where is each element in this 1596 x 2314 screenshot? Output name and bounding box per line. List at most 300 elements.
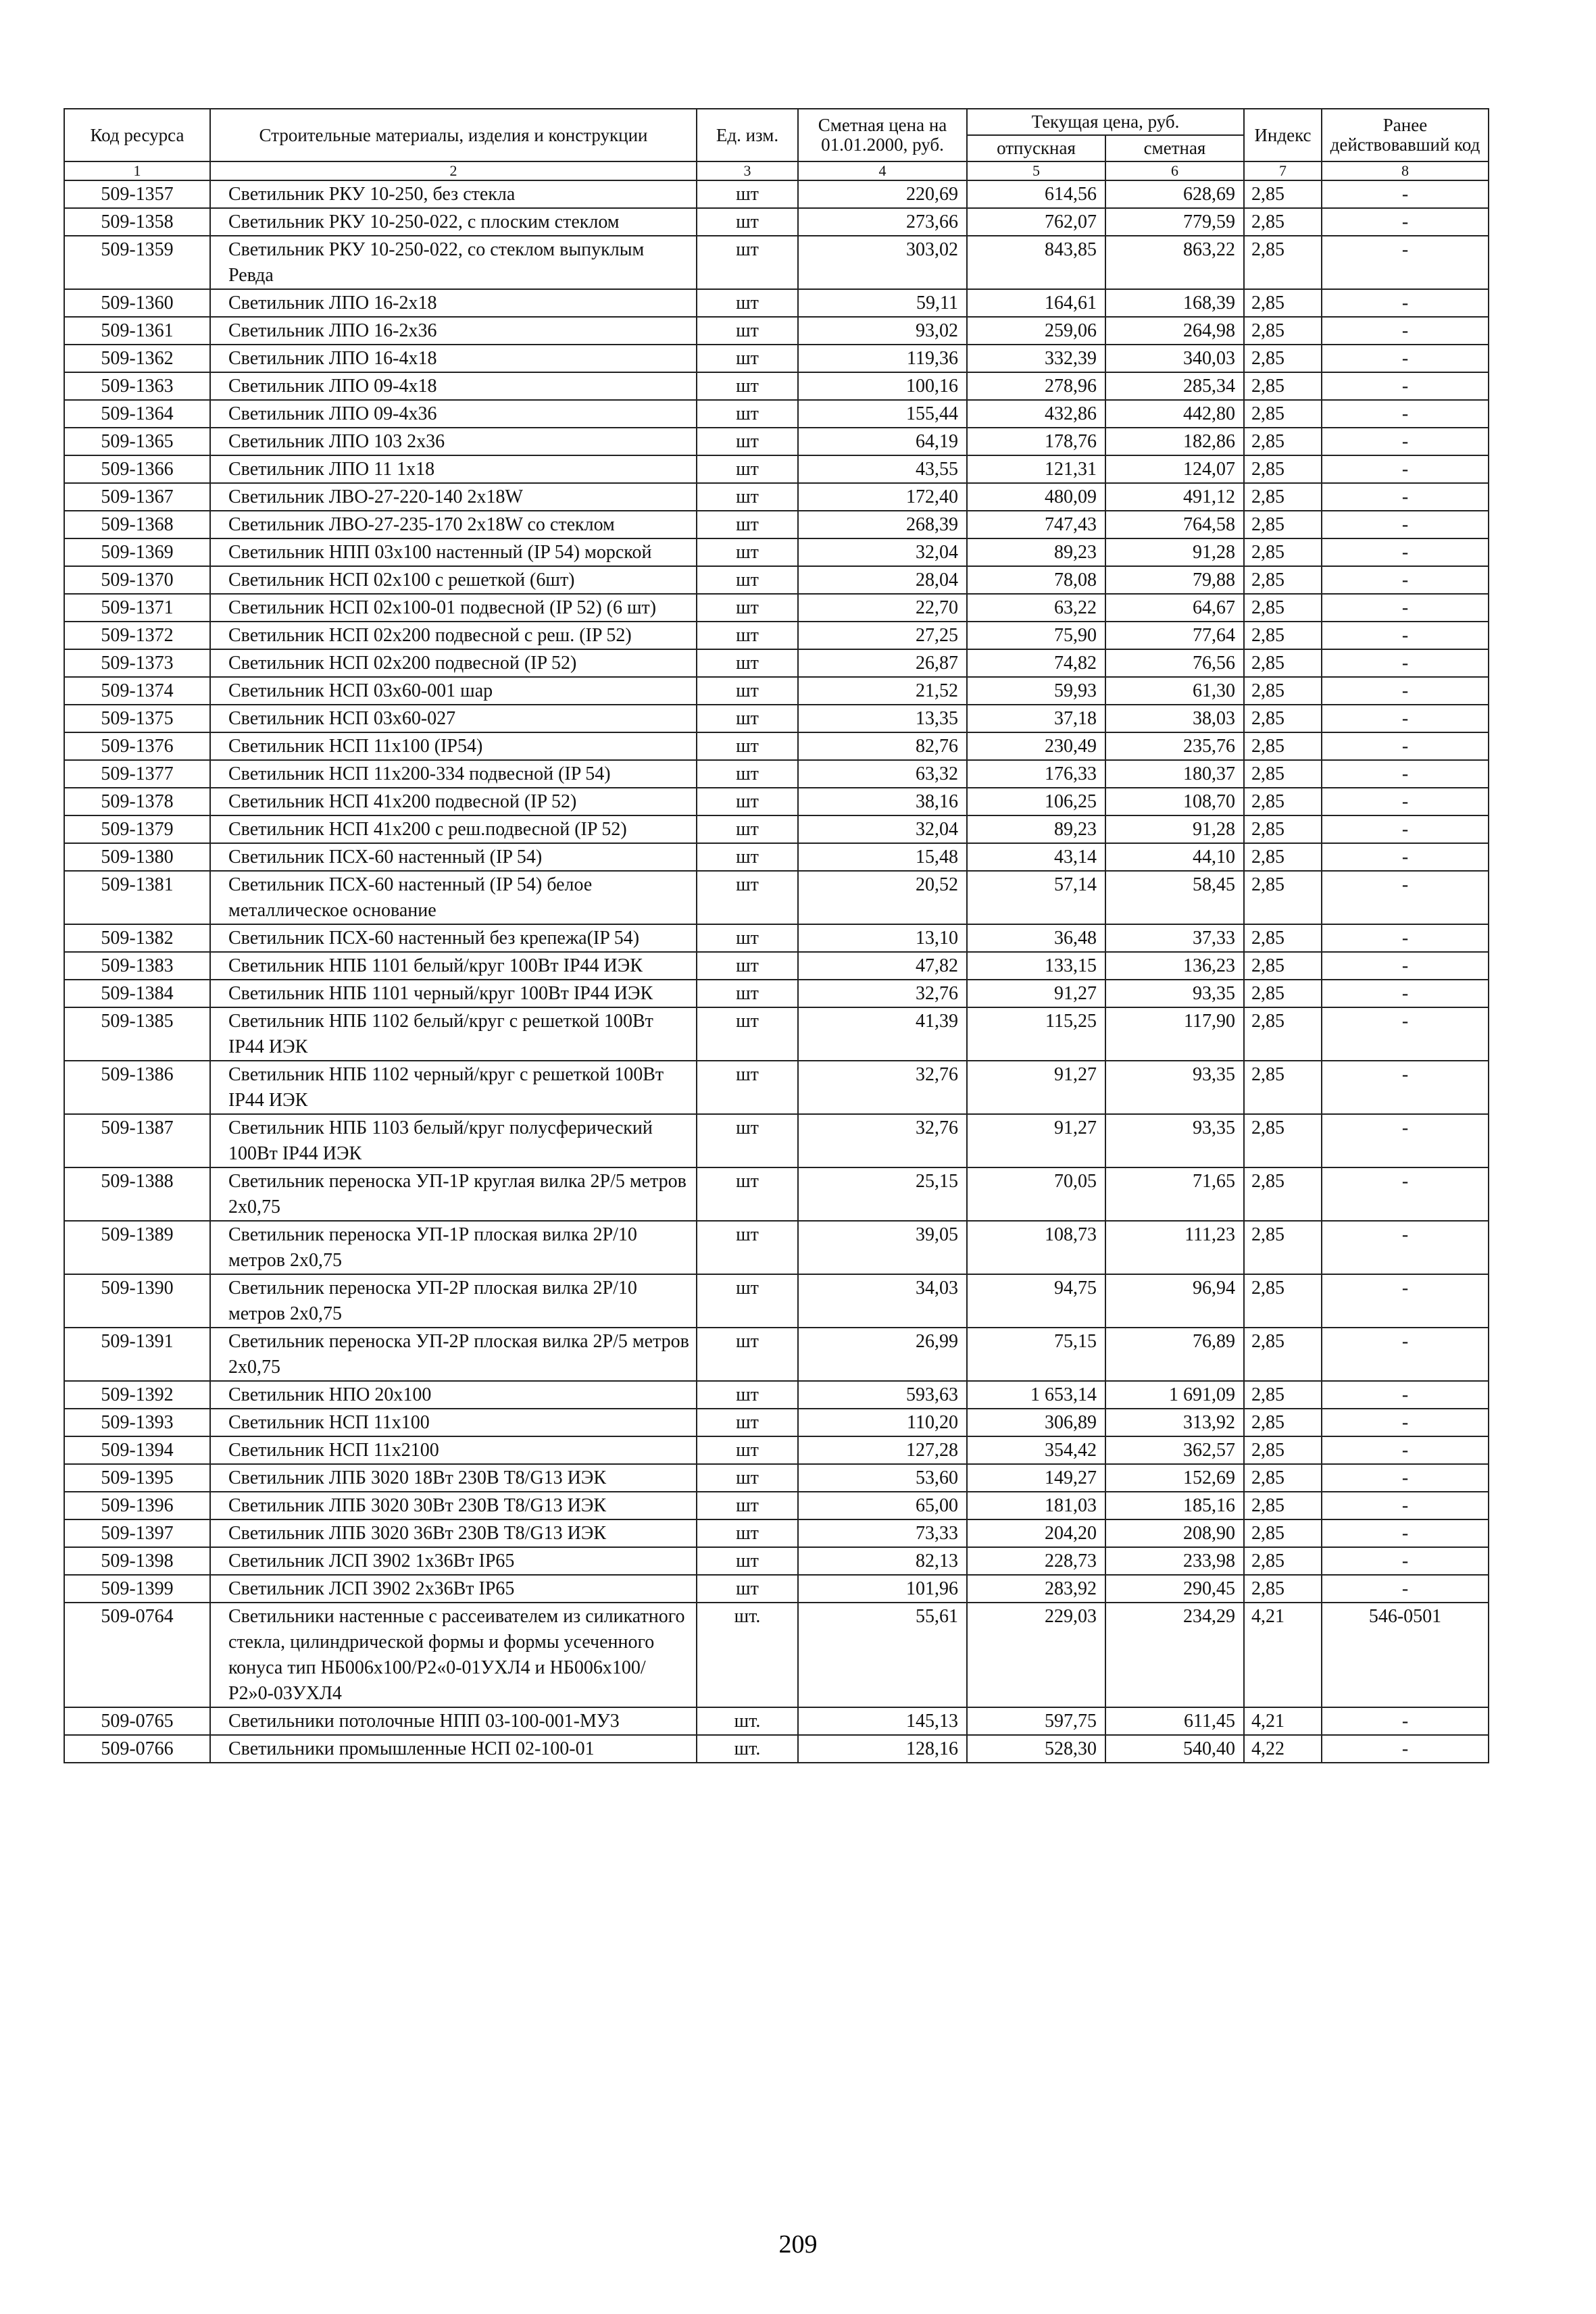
previous-code: - [1322, 815, 1489, 843]
index-value: 2,85 [1244, 1409, 1322, 1436]
previous-code: - [1322, 732, 1489, 760]
previous-code: - [1322, 1114, 1489, 1167]
previous-code: - [1322, 705, 1489, 732]
base-price: 100,16 [798, 372, 967, 400]
release-price: 37,18 [967, 705, 1105, 732]
base-price: 172,40 [798, 483, 967, 511]
estimate-price: 264,98 [1105, 317, 1244, 345]
release-price: 597,75 [967, 1707, 1105, 1735]
resource-code: 509-1381 [64, 871, 210, 924]
estimate-price: 180,37 [1105, 760, 1244, 788]
index-value: 2,85 [1244, 871, 1322, 924]
index-value: 2,85 [1244, 677, 1322, 705]
unit: шт [697, 180, 798, 208]
previous-code: - [1322, 1007, 1489, 1061]
release-price: 176,33 [967, 760, 1105, 788]
base-price: 273,66 [798, 208, 967, 236]
estimate-price: 58,45 [1105, 871, 1244, 924]
unit: шт [697, 1409, 798, 1436]
resource-code: 509-1362 [64, 345, 210, 372]
release-price: 259,06 [967, 317, 1105, 345]
unit: шт [697, 1464, 798, 1492]
table-row [64, 815, 1489, 843]
table-row [64, 1547, 1489, 1575]
previous-code: - [1322, 1735, 1489, 1763]
material-name: Светильник НПБ 1103 белый/круг полусферический 100Вт IP44 ИЭК [210, 1114, 697, 1167]
base-price: 28,04 [798, 566, 967, 594]
table-row [64, 677, 1489, 705]
base-price: 127,28 [798, 1436, 967, 1464]
material-name: Светильник ЛВО-27-235-170 2x18W со стеклом [210, 511, 697, 538]
resource-code: 509-1366 [64, 455, 210, 483]
table-row [64, 538, 1489, 566]
resource-code: 509-1365 [64, 428, 210, 455]
resource-code: 509-1372 [64, 622, 210, 649]
base-price: 155,44 [798, 400, 967, 428]
release-price: 332,39 [967, 345, 1105, 372]
table-row [64, 1114, 1489, 1167]
material-name: Светильник ЛПО 16-2x18 [210, 289, 697, 317]
release-price: 164,61 [967, 289, 1105, 317]
resource-code: 509-1367 [64, 483, 210, 511]
price-table [64, 108, 1489, 1763]
estimate-price: 491,12 [1105, 483, 1244, 511]
resource-code: 509-1399 [64, 1575, 210, 1603]
header-base-price: Сметная цена на 01.01.2000, руб. [798, 109, 967, 161]
table-row [64, 649, 1489, 677]
unit: шт [697, 289, 798, 317]
base-price: 82,13 [798, 1547, 967, 1575]
unit: шт [697, 1007, 798, 1061]
resource-code: 509-1379 [64, 815, 210, 843]
resource-code: 509-1378 [64, 788, 210, 815]
index-value: 2,85 [1244, 1519, 1322, 1547]
unit: шт [697, 455, 798, 483]
base-price: 119,36 [798, 345, 967, 372]
base-price: 43,55 [798, 455, 967, 483]
release-price: 106,25 [967, 788, 1105, 815]
header-code: Код ресурса [64, 109, 210, 161]
estimate-price: 61,30 [1105, 677, 1244, 705]
table-row [64, 483, 1489, 511]
resource-code: 509-0765 [64, 1707, 210, 1735]
unit: шт [697, 1492, 798, 1519]
estimate-price: 1 691,09 [1105, 1381, 1244, 1409]
estimate-price: 76,89 [1105, 1328, 1244, 1381]
index-value: 2,85 [1244, 1221, 1322, 1274]
base-price: 20,52 [798, 871, 967, 924]
material-name: Светильник ПСХ-60 настенный без крепежа(IP 54) [210, 924, 697, 952]
resource-code: 509-1360 [64, 289, 210, 317]
table-header [64, 109, 1489, 180]
base-price: 41,39 [798, 1007, 967, 1061]
previous-code: - [1322, 1519, 1489, 1547]
previous-code: - [1322, 1436, 1489, 1464]
table-row [64, 1221, 1489, 1274]
estimate-price: 108,70 [1105, 788, 1244, 815]
unit: шт [697, 538, 798, 566]
table-row [64, 1575, 1489, 1603]
material-name: Светильник переноска УП-2Р плоская вилка 2Р/5 метров 2x0,75 [210, 1328, 697, 1381]
base-price: 15,48 [798, 843, 967, 871]
resource-code: 509-0766 [64, 1735, 210, 1763]
table-row [64, 1274, 1489, 1328]
release-price: 91,27 [967, 980, 1105, 1007]
release-price: 36,48 [967, 924, 1105, 952]
resource-code: 509-1369 [64, 538, 210, 566]
material-name: Светильник НСП 02x200 подвесной с реш. (IP 52) [210, 622, 697, 649]
material-name: Светильник НСП 02x100-01 подвесной (IP 52) (6 шт) [210, 594, 697, 622]
material-name: Светильник НСП 02x200 подвесной (IP 52) [210, 649, 697, 677]
release-price: 43,14 [967, 843, 1105, 871]
base-price: 21,52 [798, 677, 967, 705]
previous-code: - [1322, 788, 1489, 815]
resource-code: 509-1357 [64, 180, 210, 208]
previous-code: - [1322, 760, 1489, 788]
table-row [64, 1436, 1489, 1464]
estimate-price: 91,28 [1105, 538, 1244, 566]
previous-code: - [1322, 511, 1489, 538]
unit: шт [697, 236, 798, 289]
table-row [64, 511, 1489, 538]
index-value: 2,85 [1244, 1114, 1322, 1167]
material-name: Светильник НПП 03x100 настенный (IP 54) морской [210, 538, 697, 566]
release-price: 181,03 [967, 1492, 1105, 1519]
material-name: Светильник НСП 02x100 с решеткой (6шт) [210, 566, 697, 594]
unit: шт [697, 1381, 798, 1409]
index-value: 2,85 [1244, 1328, 1322, 1381]
index-value: 2,85 [1244, 980, 1322, 1007]
table-row [64, 924, 1489, 952]
table-row [64, 455, 1489, 483]
material-name: Светильник НСП 41x200 с реш.подвесной (IP 52) [210, 815, 697, 843]
previous-code: - [1322, 538, 1489, 566]
table-row [64, 1707, 1489, 1735]
resource-code: 509-1363 [64, 372, 210, 400]
index-value: 4,21 [1244, 1707, 1322, 1735]
column-number: 5 [967, 161, 1105, 180]
estimate-price: 185,16 [1105, 1492, 1244, 1519]
unit: шт [697, 428, 798, 455]
index-value: 2,85 [1244, 1167, 1322, 1221]
estimate-price: 38,03 [1105, 705, 1244, 732]
previous-code: - [1322, 622, 1489, 649]
estimate-price: 313,92 [1105, 1409, 1244, 1436]
table-row [64, 236, 1489, 289]
release-price: 75,90 [967, 622, 1105, 649]
material-name: Светильник НСП 11x100 [210, 1409, 697, 1436]
material-name: Светильник РКУ 10-250, без стекла [210, 180, 697, 208]
material-name: Светильник ЛСП 3902 2x36Вт IP65 [210, 1575, 697, 1603]
table-row [64, 622, 1489, 649]
table-row [64, 1519, 1489, 1547]
resource-code: 509-1371 [64, 594, 210, 622]
previous-code: - [1322, 1464, 1489, 1492]
previous-code: - [1322, 1409, 1489, 1436]
base-price: 22,70 [798, 594, 967, 622]
previous-code: - [1322, 594, 1489, 622]
base-price: 32,76 [798, 1114, 967, 1167]
header-index: Индекс [1244, 109, 1322, 161]
release-price: 78,08 [967, 566, 1105, 594]
index-value: 2,85 [1244, 566, 1322, 594]
unit: шт [697, 732, 798, 760]
index-value: 2,85 [1244, 649, 1322, 677]
release-price: 228,73 [967, 1547, 1105, 1575]
material-name: Светильник переноска УП-2Р плоская вилка 2Р/10 метров 2x0,75 [210, 1274, 697, 1328]
resource-code: 509-1382 [64, 924, 210, 952]
release-price: 614,56 [967, 180, 1105, 208]
base-price: 268,39 [798, 511, 967, 538]
material-name: Светильник НСП 11x100 (IP54) [210, 732, 697, 760]
estimate-price: 779,59 [1105, 208, 1244, 236]
estimate-price: 152,69 [1105, 1464, 1244, 1492]
estimate-price: 235,76 [1105, 732, 1244, 760]
table-row [64, 871, 1489, 924]
resource-code: 509-1374 [64, 677, 210, 705]
unit: шт [697, 1575, 798, 1603]
base-price: 34,03 [798, 1274, 967, 1328]
base-price: 64,19 [798, 428, 967, 455]
estimate-price: 76,56 [1105, 649, 1244, 677]
previous-code: - [1322, 289, 1489, 317]
unit: шт [697, 1519, 798, 1547]
release-price: 133,15 [967, 952, 1105, 980]
estimate-price: 117,90 [1105, 1007, 1244, 1061]
index-value: 2,85 [1244, 1274, 1322, 1328]
index-value: 2,85 [1244, 511, 1322, 538]
estimate-price: 64,67 [1105, 594, 1244, 622]
previous-code: - [1322, 428, 1489, 455]
index-value: 2,85 [1244, 208, 1322, 236]
previous-code: - [1322, 1061, 1489, 1114]
base-price: 13,10 [798, 924, 967, 952]
release-price: 149,27 [967, 1464, 1105, 1492]
previous-code: - [1322, 1547, 1489, 1575]
index-value: 2,85 [1244, 622, 1322, 649]
previous-code: - [1322, 1492, 1489, 1519]
index-value: 2,85 [1244, 236, 1322, 289]
resource-code: 509-1370 [64, 566, 210, 594]
resource-code: 509-1373 [64, 649, 210, 677]
previous-code: - [1322, 400, 1489, 428]
base-price: 73,33 [798, 1519, 967, 1547]
table-row [64, 372, 1489, 400]
material-name: Светильник НСП 41x200 подвесной (IP 52) [210, 788, 697, 815]
unit: шт [697, 705, 798, 732]
resource-code: 509-1383 [64, 952, 210, 980]
previous-code: - [1322, 455, 1489, 483]
release-price: 70,05 [967, 1167, 1105, 1221]
release-price: 94,75 [967, 1274, 1105, 1328]
release-price: 432,86 [967, 400, 1105, 428]
previous-code: - [1322, 1707, 1489, 1735]
resource-code: 509-1395 [64, 1464, 210, 1492]
material-name: Светильник НСП 03x60-027 [210, 705, 697, 732]
table-row [64, 400, 1489, 428]
previous-code: - [1322, 372, 1489, 400]
table-row [64, 788, 1489, 815]
table-row [64, 1167, 1489, 1221]
material-name: Светильник РКУ 10-250-022, с плоским стеклом [210, 208, 697, 236]
table-body [64, 180, 1489, 1763]
base-price: 145,13 [798, 1707, 967, 1735]
resource-code: 509-1394 [64, 1436, 210, 1464]
previous-code: - [1322, 952, 1489, 980]
table-row [64, 566, 1489, 594]
base-price: 220,69 [798, 180, 967, 208]
unit: шт [697, 649, 798, 677]
material-name: Светильник переноска УП-1Р плоская вилка 2Р/10 метров 2x0,75 [210, 1221, 697, 1274]
unit: шт [697, 1221, 798, 1274]
index-value: 2,85 [1244, 1464, 1322, 1492]
column-number: 8 [1322, 161, 1489, 180]
unit: шт [697, 980, 798, 1007]
resource-code: 509-1358 [64, 208, 210, 236]
table-row [64, 1735, 1489, 1763]
index-value: 2,85 [1244, 372, 1322, 400]
estimate-price: 290,45 [1105, 1575, 1244, 1603]
base-price: 38,16 [798, 788, 967, 815]
resource-code: 509-1392 [64, 1381, 210, 1409]
table-row [64, 289, 1489, 317]
unit: шт [697, 622, 798, 649]
index-value: 4,22 [1244, 1735, 1322, 1763]
previous-code: - [1322, 208, 1489, 236]
previous-code: - [1322, 649, 1489, 677]
table-row [64, 1492, 1489, 1519]
release-price: 75,15 [967, 1328, 1105, 1381]
unit: шт [697, 317, 798, 345]
estimate-price: 93,35 [1105, 980, 1244, 1007]
base-price: 26,99 [798, 1328, 967, 1381]
estimate-price: 863,22 [1105, 236, 1244, 289]
estimate-price: 540,40 [1105, 1735, 1244, 1763]
resource-code: 509-1375 [64, 705, 210, 732]
header-current-price: Текущая цена, руб. [967, 109, 1244, 135]
base-price: 32,04 [798, 815, 967, 843]
resource-code: 509-1398 [64, 1547, 210, 1575]
table-row [64, 1464, 1489, 1492]
unit: шт [697, 843, 798, 871]
estimate-price: 93,35 [1105, 1114, 1244, 1167]
estimate-price: 71,65 [1105, 1167, 1244, 1221]
base-price: 27,25 [798, 622, 967, 649]
release-price: 115,25 [967, 1007, 1105, 1061]
table-row [64, 1381, 1489, 1409]
resource-code: 509-1359 [64, 236, 210, 289]
unit: шт [697, 566, 798, 594]
material-name: Светильник переноска УП-1Р круглая вилка 2Р/5 метров 2x0,75 [210, 1167, 697, 1221]
release-price: 204,20 [967, 1519, 1105, 1547]
estimate-price: 208,90 [1105, 1519, 1244, 1547]
resource-code: 509-1380 [64, 843, 210, 871]
previous-code: - [1322, 980, 1489, 1007]
material-name: Светильник НСП 03x60-001 шар [210, 677, 697, 705]
table-row [64, 1409, 1489, 1436]
table-row [64, 1061, 1489, 1114]
index-value: 2,85 [1244, 594, 1322, 622]
table-row [64, 594, 1489, 622]
material-name: Светильник ЛПБ 3020 30Вт 230В T8/G13 ИЭК [210, 1492, 697, 1519]
estimate-price: 233,98 [1105, 1547, 1244, 1575]
column-number: 6 [1105, 161, 1244, 180]
base-price: 303,02 [798, 236, 967, 289]
header-name: Строительные материалы, изделия и конструкции [210, 109, 697, 161]
release-price: 178,76 [967, 428, 1105, 455]
column-numbers-row [64, 161, 1489, 180]
unit: шт [697, 760, 798, 788]
resource-code: 509-1396 [64, 1492, 210, 1519]
previous-code: - [1322, 871, 1489, 924]
previous-code: - [1322, 677, 1489, 705]
estimate-price: 111,23 [1105, 1221, 1244, 1274]
base-price: 101,96 [798, 1575, 967, 1603]
base-price: 53,60 [798, 1464, 967, 1492]
estimate-price: 442,80 [1105, 400, 1244, 428]
index-value: 2,85 [1244, 400, 1322, 428]
index-value: 2,85 [1244, 952, 1322, 980]
estimate-price: 124,07 [1105, 455, 1244, 483]
release-price: 843,85 [967, 236, 1105, 289]
resource-code: 509-1361 [64, 317, 210, 345]
resource-code: 509-1387 [64, 1114, 210, 1167]
index-value: 2,85 [1244, 815, 1322, 843]
unit: шт [697, 511, 798, 538]
resource-code: 509-1376 [64, 732, 210, 760]
previous-code: - [1322, 1274, 1489, 1328]
index-value: 2,85 [1244, 317, 1322, 345]
unit: шт. [697, 1735, 798, 1763]
base-price: 593,63 [798, 1381, 967, 1409]
unit: шт [697, 1328, 798, 1381]
unit: шт [697, 952, 798, 980]
table-row [64, 345, 1489, 372]
index-value: 2,85 [1244, 843, 1322, 871]
unit: шт [697, 483, 798, 511]
index-value: 2,85 [1244, 1061, 1322, 1114]
base-price: 32,04 [798, 538, 967, 566]
release-price: 354,42 [967, 1436, 1105, 1464]
base-price: 39,05 [798, 1221, 967, 1274]
previous-code: - [1322, 1381, 1489, 1409]
estimate-price: 96,94 [1105, 1274, 1244, 1328]
material-name: Светильник НПБ 1101 черный/круг 100Вт IP44 ИЭК [210, 980, 697, 1007]
unit: шт [697, 345, 798, 372]
index-value: 2,85 [1244, 455, 1322, 483]
column-number: 7 [1244, 161, 1322, 180]
index-value: 2,85 [1244, 428, 1322, 455]
previous-code: - [1322, 1167, 1489, 1221]
index-value: 2,85 [1244, 705, 1322, 732]
base-price: 47,82 [798, 952, 967, 980]
previous-code: - [1322, 924, 1489, 952]
table-row [64, 705, 1489, 732]
index-value: 2,85 [1244, 289, 1322, 317]
unit: шт [697, 1547, 798, 1575]
table-row [64, 980, 1489, 1007]
resource-code: 509-1391 [64, 1328, 210, 1381]
release-price: 57,14 [967, 871, 1105, 924]
previous-code: - [1322, 317, 1489, 345]
unit: шт [697, 594, 798, 622]
resource-code: 509-1377 [64, 760, 210, 788]
resource-code: 509-1389 [64, 1221, 210, 1274]
estimate-price: 340,03 [1105, 345, 1244, 372]
resource-code: 509-1386 [64, 1061, 210, 1114]
previous-code: - [1322, 1221, 1489, 1274]
release-price: 91,27 [967, 1061, 1105, 1114]
